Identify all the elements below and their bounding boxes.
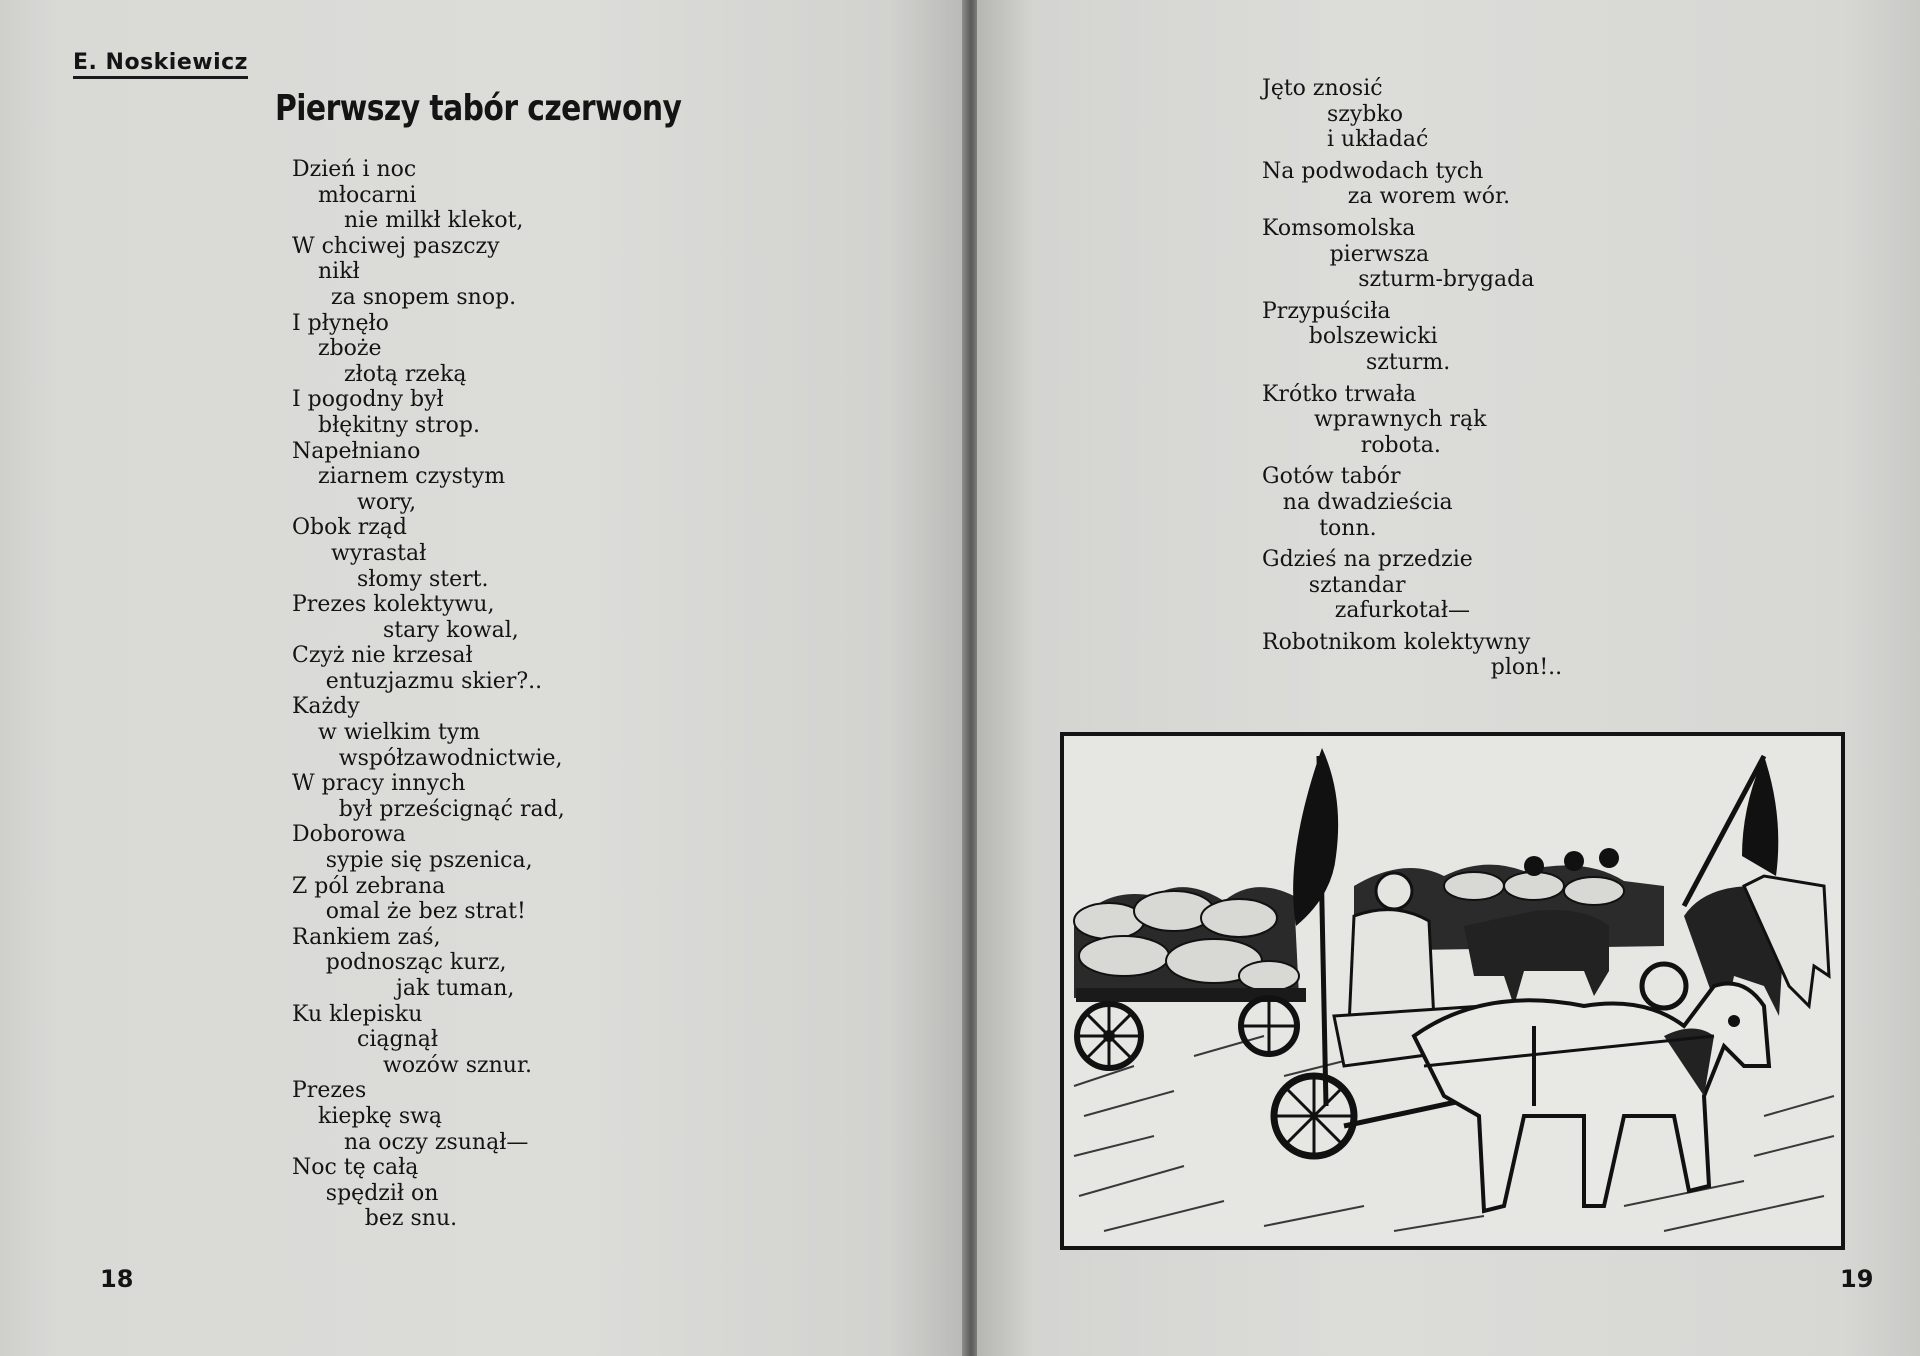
- poem-line: nie milkł klekot,: [344, 208, 524, 234]
- poem-line: na oczy zsunął—: [344, 1129, 529, 1155]
- poem-line: W chciwej paszczy: [292, 233, 500, 259]
- front-horse: [1414, 984, 1769, 1212]
- poem-line: wprawnych rąk: [1314, 407, 1487, 433]
- poem-line: słomy stert.: [357, 566, 489, 592]
- poem-line: Napełniano: [292, 438, 421, 464]
- poem-line: Na podwodach tych: [1262, 158, 1484, 184]
- poem-line: był prześcignąć rad,: [338, 796, 565, 822]
- poem-line: Prezes: [292, 1078, 367, 1104]
- poem-line: zafurkotał—: [1334, 598, 1470, 624]
- poem-line: ziarnem czystym: [318, 464, 506, 490]
- poem-line: W pracy innych: [292, 771, 466, 797]
- poem-line: robota.: [1360, 432, 1441, 458]
- poem-line: I pogodny był: [292, 387, 444, 413]
- poem-line: Doborowa: [292, 822, 406, 848]
- author-name: E. Noskiewicz: [73, 50, 248, 79]
- poem-line: Z pól zebrana: [292, 873, 446, 899]
- poem-line: Krótko trwała: [1262, 381, 1417, 407]
- poem-line: i układać: [1327, 127, 1429, 153]
- poem-line: Dzień i noc: [292, 157, 417, 182]
- poem-line: Przypuściła: [1262, 298, 1391, 324]
- poem-line: Każdy: [292, 694, 360, 720]
- poem-line: błękitny strop.: [318, 412, 481, 438]
- poem-line: na dwadzieścia: [1282, 489, 1453, 515]
- poem-line: współzawodnictwie,: [338, 745, 563, 771]
- poem-line: plon!..: [1490, 655, 1563, 681]
- poem-line: stary kowal,: [383, 617, 519, 643]
- poem-line: spędził on: [325, 1180, 439, 1206]
- poem-line: kiepkę swą: [318, 1103, 443, 1129]
- poem-line: bez snu.: [364, 1206, 458, 1232]
- poem-line: bolszewicki: [1308, 324, 1438, 350]
- poem-line: wyrastał: [331, 540, 427, 566]
- left-cart: [1074, 887, 1306, 1068]
- poem-line: zboże: [318, 336, 382, 362]
- poem-line: w wielkim tym: [318, 720, 481, 746]
- poem-line: I płynęło: [292, 310, 389, 336]
- poem-line: wory,: [357, 489, 417, 515]
- poem-line: Komsomolska: [1262, 215, 1416, 241]
- poem-line: omal że bez strat!: [325, 899, 526, 925]
- poem-line: złotą rzeką: [344, 361, 467, 387]
- poem-line: szturm-brygada: [1358, 267, 1535, 293]
- poem-line: jak tuman,: [396, 976, 515, 1001]
- poem-line: tonn.: [1319, 515, 1377, 541]
- poem-line: entuzjazmu skier?..: [325, 668, 543, 694]
- poem-line: Gotów tabór: [1262, 464, 1401, 490]
- poem-line: Gdzieś na przedzie: [1262, 547, 1473, 573]
- illustration-svg: [1064, 736, 1841, 1246]
- poem-line: za worem wór.: [1347, 184, 1511, 210]
- poem-text-right: [1262, 76, 1562, 687]
- poem-line: Obok rząd: [292, 515, 407, 541]
- poem-line: Czyż nie krzesał: [292, 643, 473, 669]
- poem-line: szturm.: [1366, 349, 1451, 375]
- poem-line: sypie się pszenica,: [325, 848, 533, 874]
- poem-line: sztandar: [1308, 572, 1406, 598]
- poem-line: Ku klepisku: [292, 1001, 423, 1027]
- poem-line: Prezes kolektywu,: [292, 592, 495, 618]
- poem-line: ciągnął: [357, 1027, 438, 1053]
- poem-line: za snopem snop.: [331, 284, 517, 310]
- poem-line: podnosząc kurz,: [325, 950, 507, 976]
- page-number-right: 19: [1840, 1265, 1874, 1293]
- page-number-left: 18: [100, 1265, 134, 1293]
- poem-line: pierwsza: [1329, 241, 1430, 267]
- poem-line: młocarni: [318, 182, 417, 208]
- poem-line: Jęto znosić: [1262, 76, 1383, 101]
- poem-line: Robotnikom kolektywny: [1262, 629, 1531, 655]
- poem-title: Pierwszy tabór czerwony: [275, 88, 682, 129]
- poem-line: szybko: [1327, 101, 1403, 127]
- poem-line: nikł: [318, 259, 360, 285]
- poem-text-left: [292, 157, 565, 1232]
- poem-line: Noc tę całą: [292, 1155, 419, 1181]
- stanza-gap: [1262, 681, 1562, 687]
- poem-line: wozów sznur.: [383, 1052, 533, 1078]
- woodcut-horse-carts-with-red-flags-icon: [1060, 732, 1845, 1250]
- poem-line: Rankiem zaś,: [292, 924, 441, 950]
